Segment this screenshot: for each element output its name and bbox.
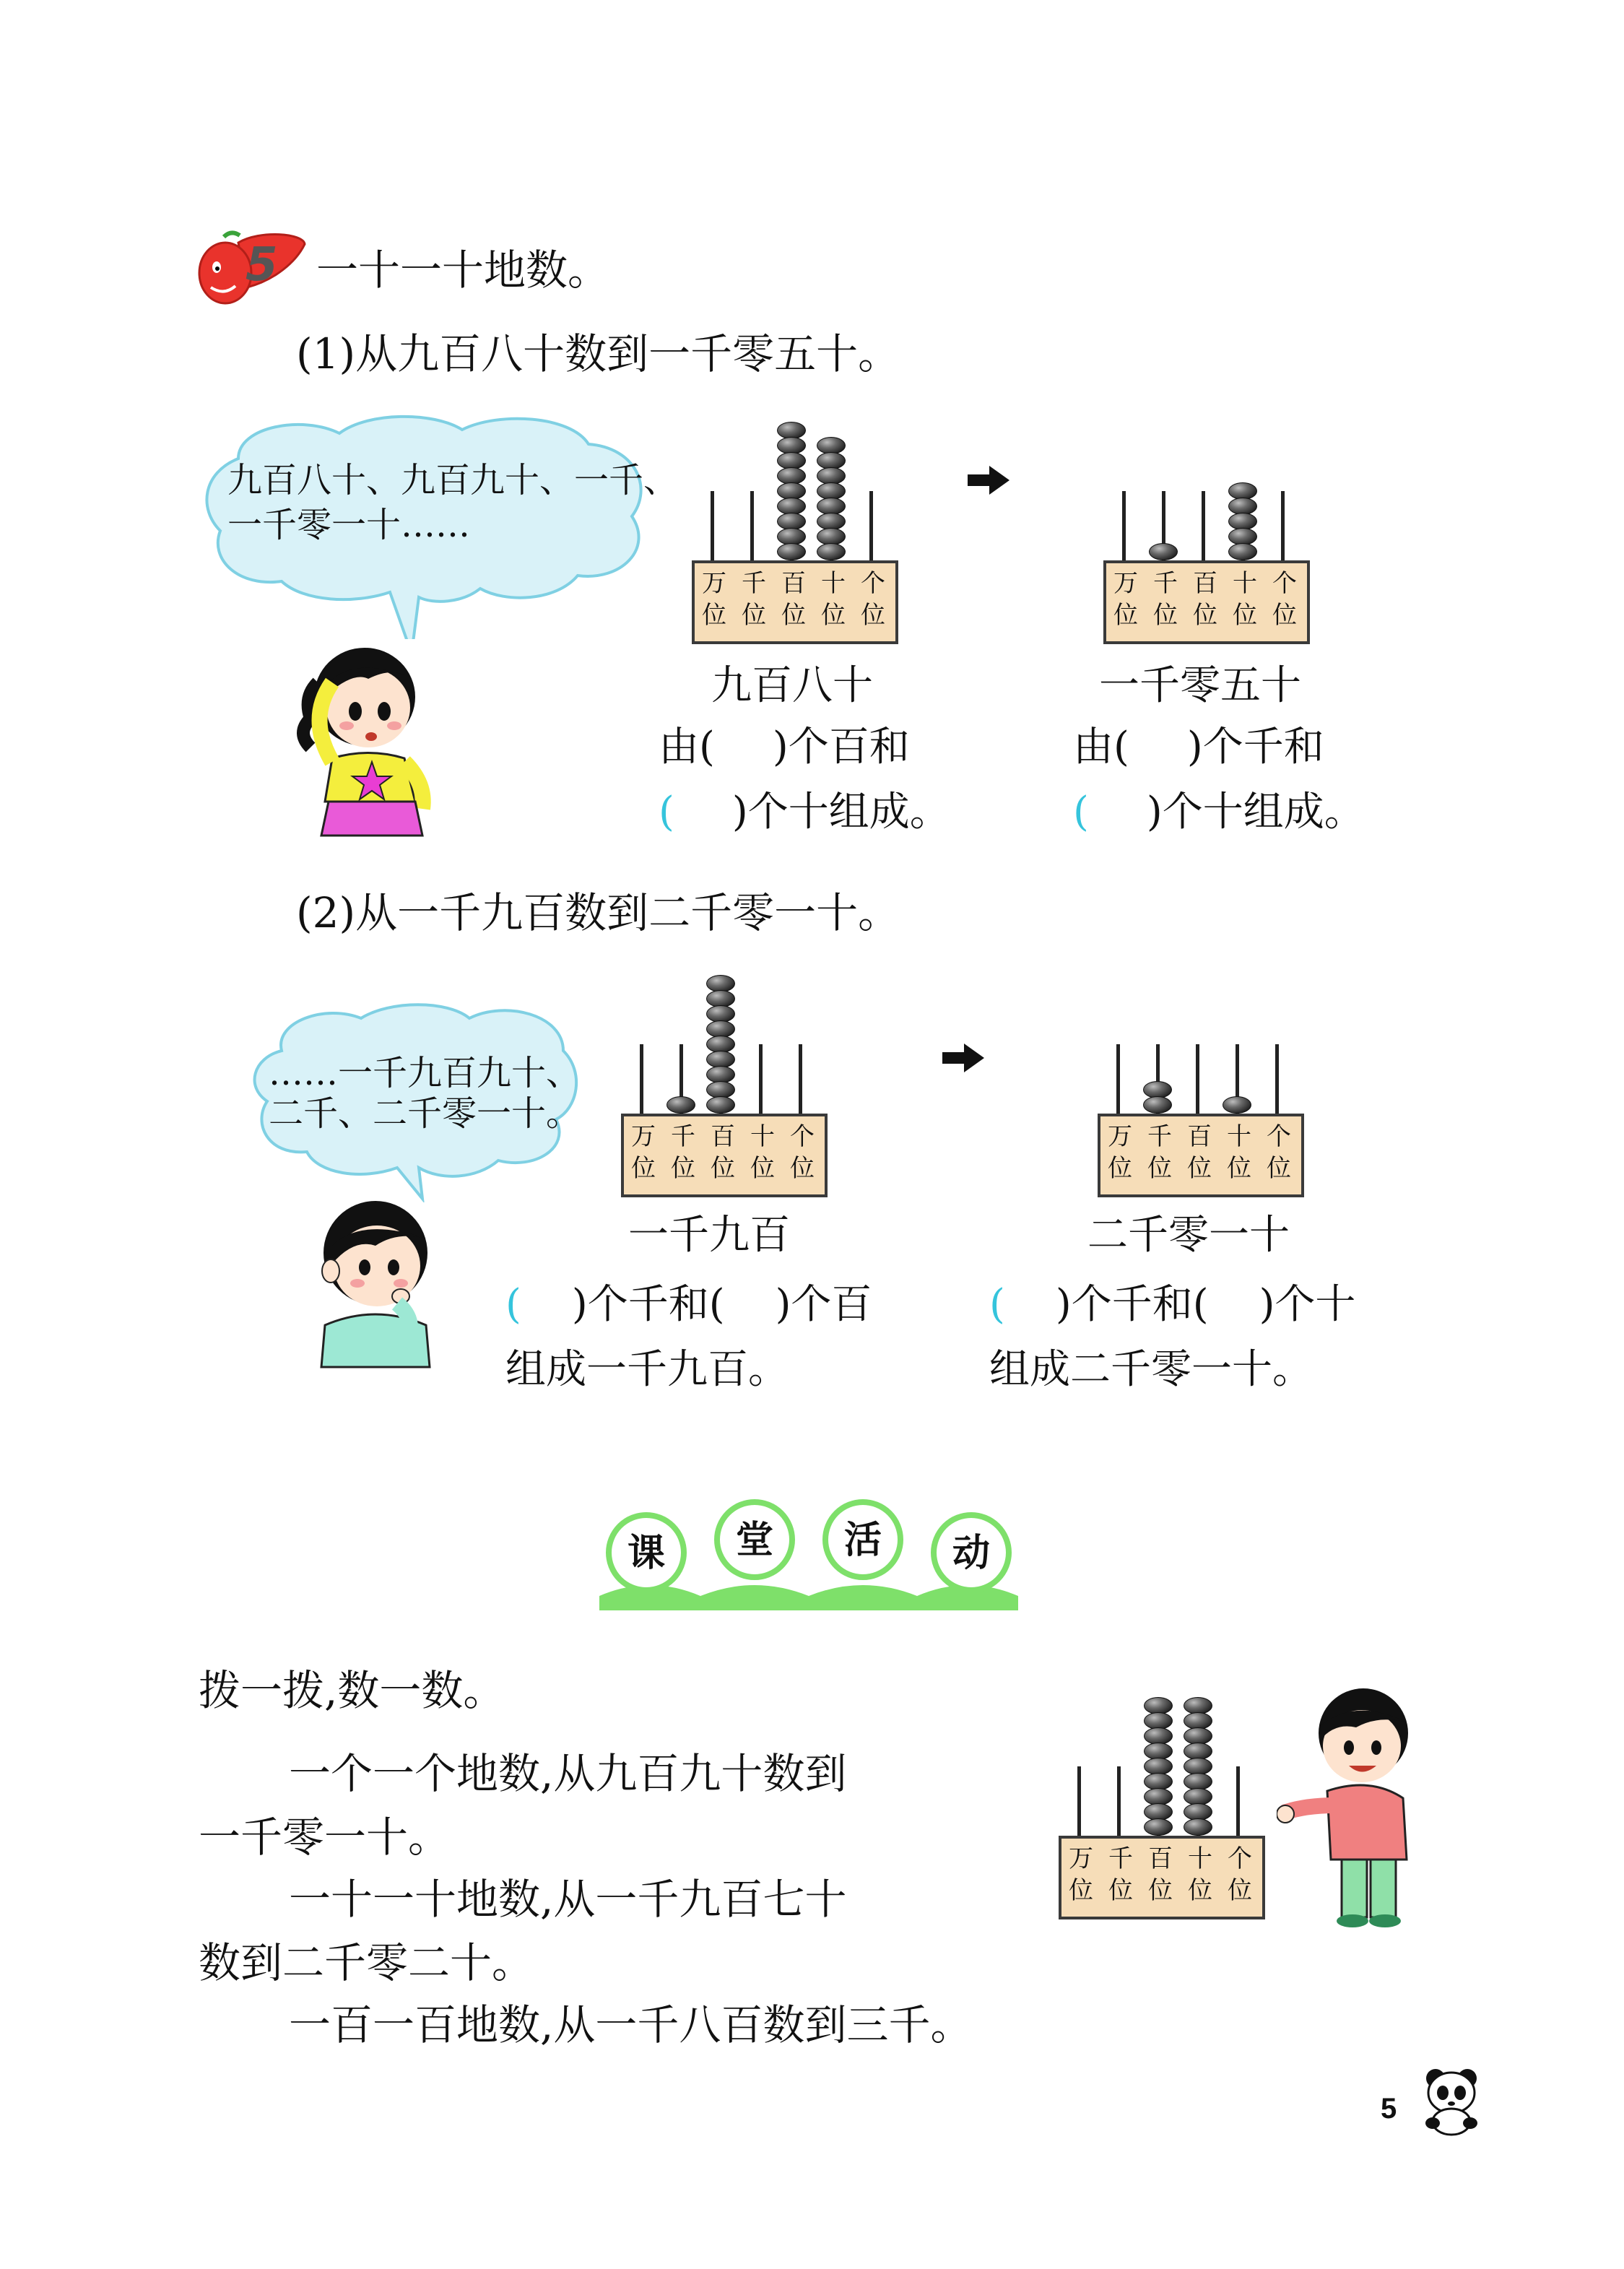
activity-banner <box>592 1495 1025 1610</box>
svg-text:课: 课 <box>627 1532 666 1575</box>
fill-blank-4-line-1: ( )个千和( )个十 <box>989 1281 1356 1328</box>
svg-text:5: 5 <box>246 238 278 292</box>
fill-blank-2-line-1: 由( )个千和 <box>1073 724 1324 771</box>
svg-text:堂: 堂 <box>735 1519 774 1562</box>
part1-heading: (1)从九百八十数到一千零五十。 <box>296 329 900 378</box>
fill-blank-1-line-2: ( )个十组成。 <box>659 789 950 836</box>
activity-para-1-line-1: 一个一个地数,从九百九十数到 <box>289 1749 847 1798</box>
fill-blank-1-line-1: 由( )个百和 <box>659 724 910 771</box>
abacus-3-caption: 一千九百 <box>628 1212 790 1259</box>
abacus-2010: 万 千 百 十 个 位 位 位 位 位 <box>1098 965 1304 1197</box>
activity-para-1-line-2: 一千零一十。 <box>199 1813 451 1862</box>
abacus-1900: 万 千 百 十 个 位 位 位 位 位 <box>621 965 828 1197</box>
svg-text:动: 动 <box>952 1532 991 1575</box>
svg-text:活: 活 <box>843 1519 882 1562</box>
activity-title: 拨一拨,数一数。 <box>199 1666 505 1715</box>
activity-para-2-line-1: 一十一十地数,从一千九百七十 <box>289 1875 847 1924</box>
boy-pointing-illustration <box>1277 1683 1421 1928</box>
abacus-980: 万 千 百 十 个 位 位 位 位 位 <box>692 412 898 644</box>
fill-blank-3-line-1: ( )个千和( )个百 <box>505 1281 872 1328</box>
example-title: 一十一十地数。 <box>316 246 610 295</box>
part2-heading: (2)从一千九百数到二千零一十。 <box>296 888 900 937</box>
abacus-990: 万 千 百 十 个 位 位 位 位 位 <box>1059 1687 1265 1919</box>
arrow-right-icon-2 <box>942 1044 986 1072</box>
boy-thinking-illustration <box>311 1195 440 1368</box>
abacus-1-caption: 九百八十 <box>711 662 873 709</box>
example-number-badge <box>195 230 311 316</box>
activity-para-2-line-2: 数到二千零二十。 <box>199 1938 534 1987</box>
bubble-1-line-1: 九百八十、九百九十、一千、 <box>227 460 679 500</box>
bubble-2-line-2: 二千、二千零一十。 <box>269 1093 581 1134</box>
abacus-4-caption: 二千零一十 <box>1087 1212 1290 1259</box>
fill-blank-2-line-2: ( )个十组成。 <box>1073 789 1365 836</box>
abacus-1050: 万 千 百 十 个 位 位 位 位 位 <box>1103 412 1310 644</box>
arrow-right-icon <box>968 466 1011 495</box>
panda-icon <box>1415 2064 1488 2136</box>
bubble-2-line-1: ……一千九百九十、 <box>269 1053 581 1093</box>
girl-illustration <box>296 639 455 841</box>
page-number: 5 <box>1381 2093 1397 2125</box>
bubble-1-line-2: 一千零一十…… <box>227 505 471 545</box>
abacus-2-caption: 一千零五十 <box>1099 662 1301 709</box>
fill-blank-3-line-2: 组成一千九百。 <box>505 1346 789 1393</box>
fill-blank-4-line-2: 组成二千零一十。 <box>989 1346 1313 1393</box>
activity-para-3: 一百一百地数,从一千八百数到三千。 <box>289 2000 973 2049</box>
